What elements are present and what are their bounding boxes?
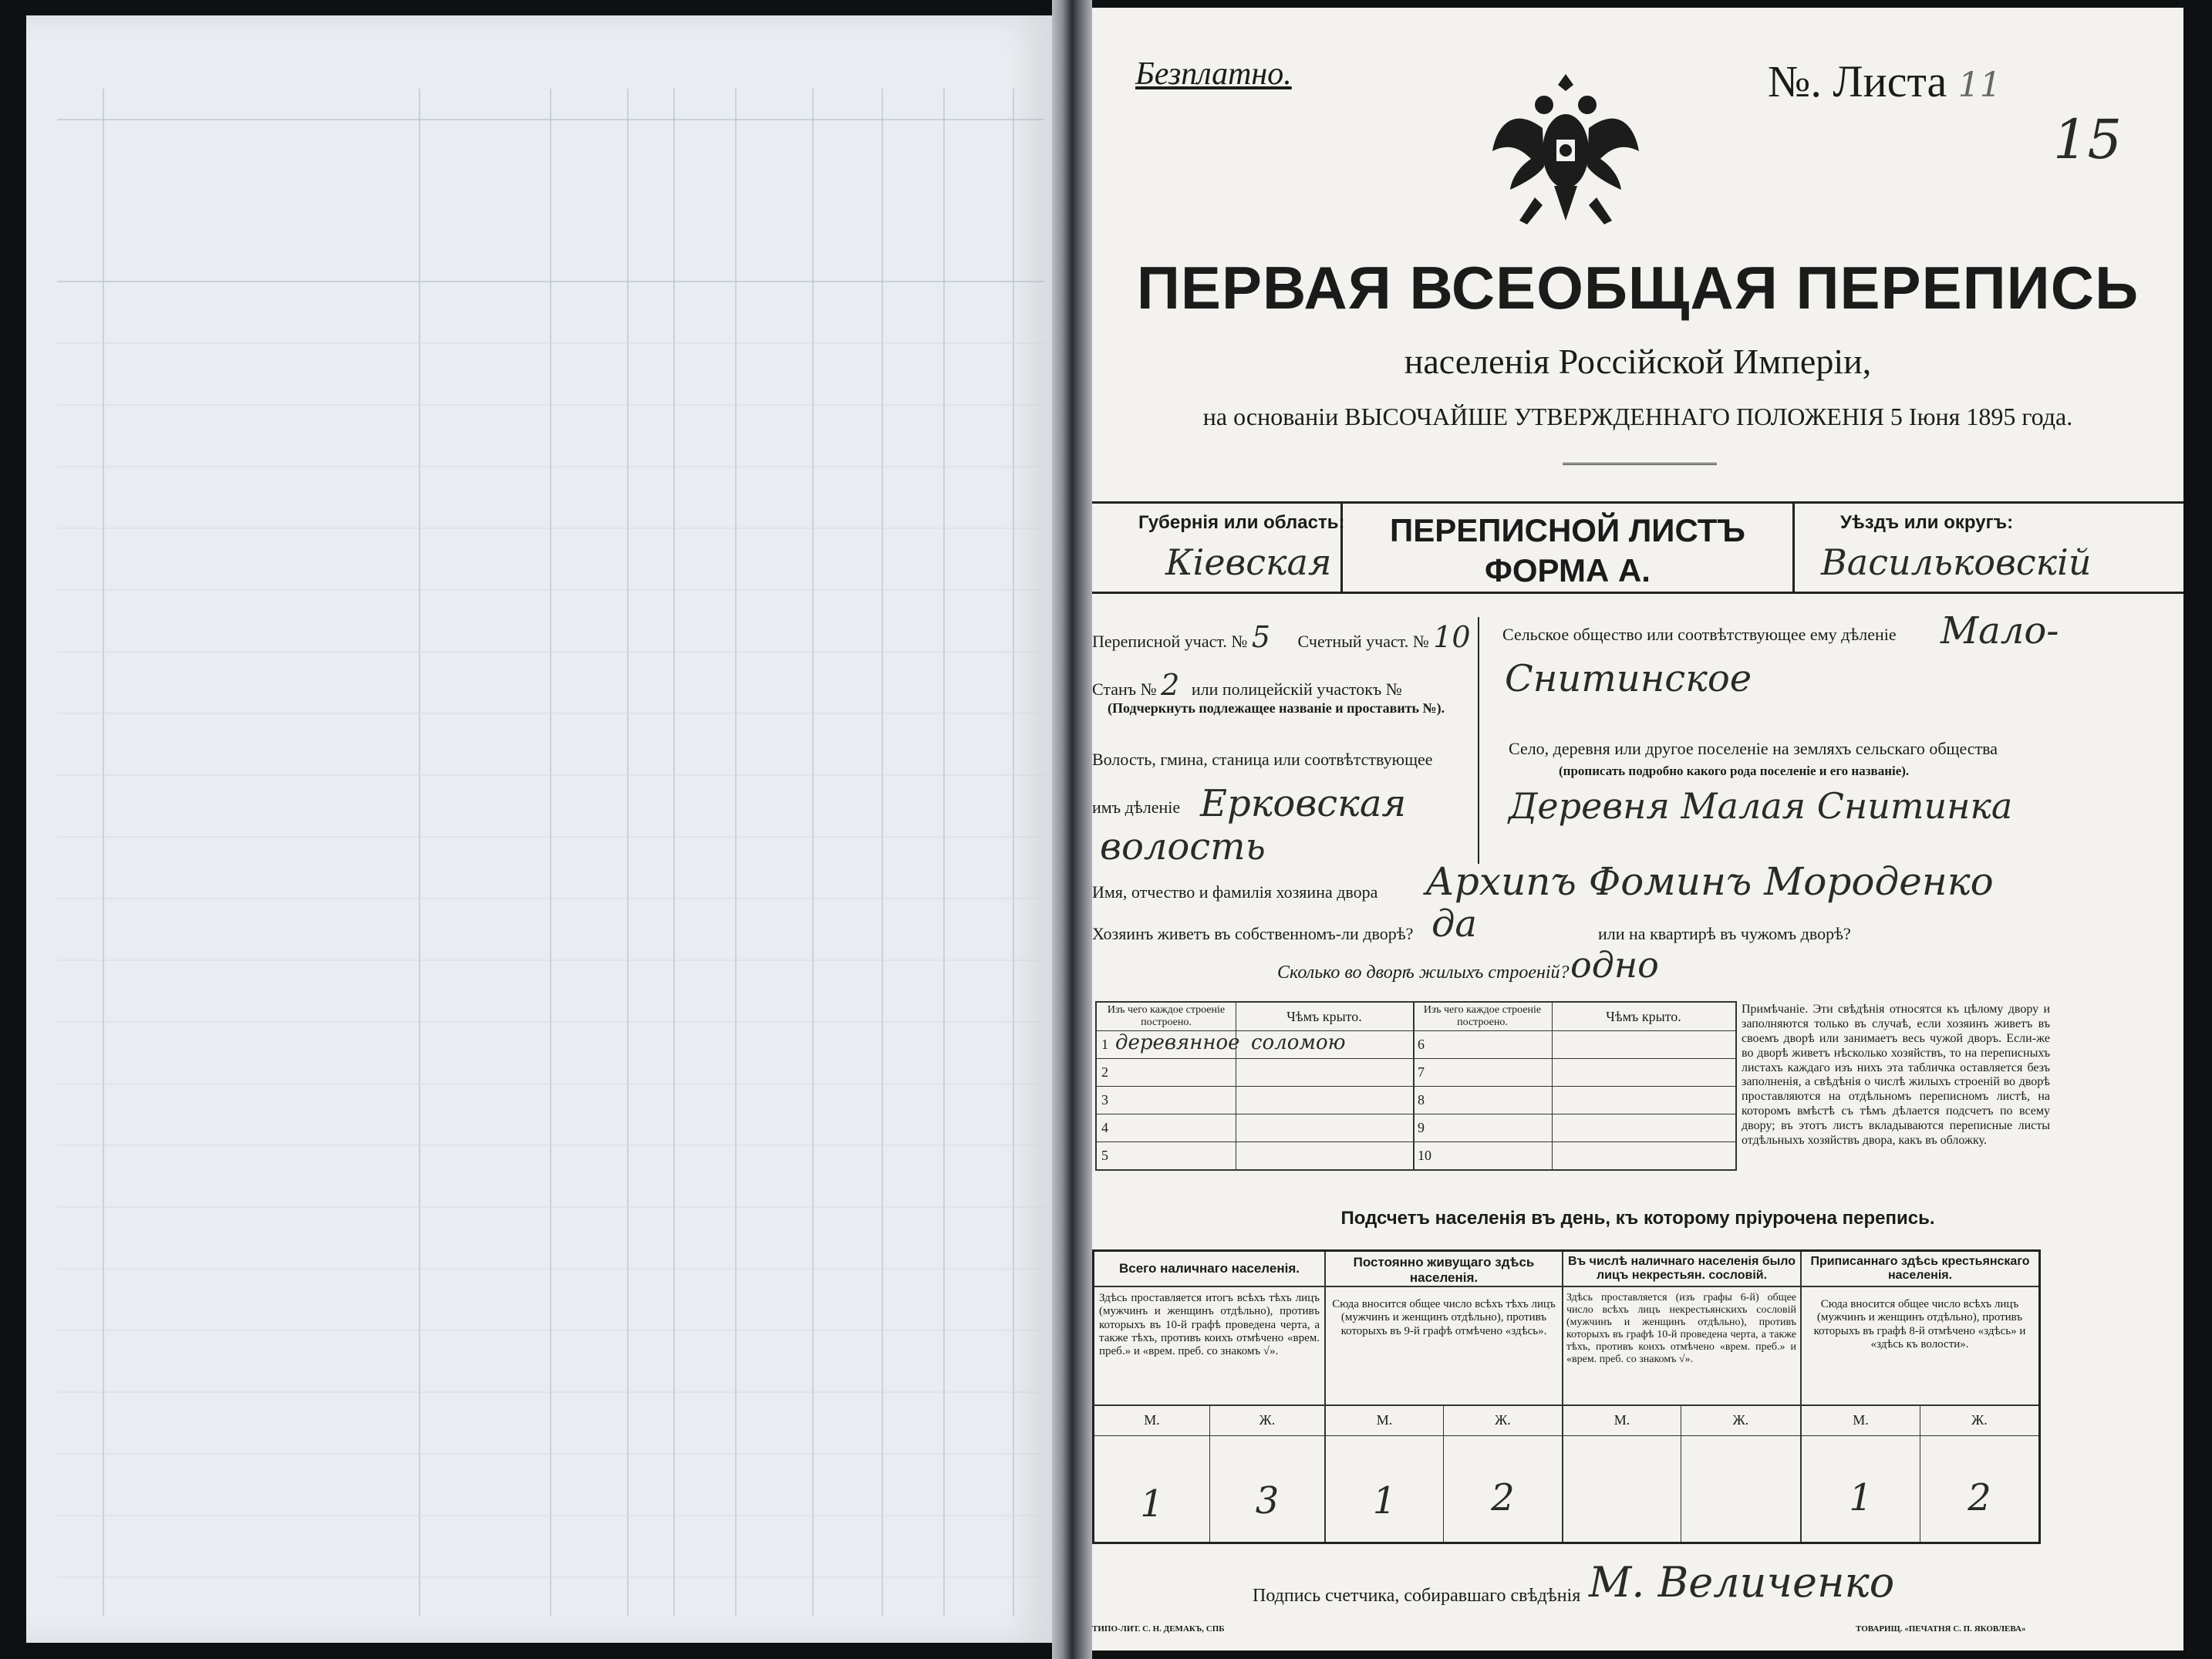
stan-value: 2 [1161, 668, 1180, 702]
lives-label-2: или на квартирѣ въ чужомъ дворѣ? [1598, 924, 1851, 943]
buildings-table [1095, 1001, 1737, 1171]
imperial-eagle-emblem-icon [1489, 59, 1643, 236]
population-title: Подсчетъ населенія въ день, къ которому пріурочена перепись. [1340, 1208, 1935, 1229]
count-area-label: Счетный участ. № [1297, 632, 1429, 651]
census-area-field [1092, 620, 1471, 654]
society-label: Сельское общество или соотвѣтствующее ему дѣленіе [1502, 625, 1897, 644]
row-number: 2 [1101, 1064, 1108, 1080]
row-number: 4 [1101, 1120, 1108, 1135]
pop-header-registered: Приписаннаго здѣсь крестьянскаго населенія. [1810, 1255, 2030, 1283]
pop-registered-male: 1 [1849, 1476, 1873, 1519]
volost-label-1: Волость, гмина, станица или соотвѣтствующее [1092, 750, 1433, 769]
male-header: М. [1853, 1412, 1869, 1428]
pop-permanent-female: 2 [1491, 1476, 1515, 1519]
owner-label: Имя, отчество и фамилія хозяина двора [1092, 882, 1378, 902]
sheet-number-label: №. Листа [1768, 56, 1947, 106]
society-value-1: Мало- [1941, 609, 2059, 652]
building-material: деревянное [1115, 1031, 1240, 1054]
field-divider [1478, 617, 1479, 864]
male-header: М. [1376, 1412, 1393, 1428]
population-table [1092, 1249, 2041, 1544]
volost-label-2: имъ дѣленіе [1092, 797, 1181, 817]
book-spine [1052, 0, 1092, 1659]
printer-right: ТОВАРИЩ. «ПЕЧАТНЯ С. П. ЯКОВЛЕВА» [1856, 1624, 2026, 1634]
district-label: Уѣздъ или округъ: [1840, 512, 2014, 533]
society-value-2: Снитинское [1505, 657, 1752, 700]
village-value: Деревня Малая Снитинка [1509, 785, 2013, 827]
pop-desc-permanent: Сюда вносится общее число всѣхъ тѣхъ лицъ (мужчинъ и женщинъ отдѣльно), противъ которыхъ въ 9-й графѣ отмѣчено «здѣсь». [1332, 1298, 1556, 1337]
row-number: 3 [1101, 1092, 1108, 1108]
pop-header-total: Всего наличнаго населенія. [1119, 1261, 1300, 1276]
row-number: 9 [1418, 1120, 1425, 1135]
village-note: (прописать подробно какого рода поселеніе и его названіе). [1559, 764, 1910, 778]
province-label: Губернія или область: [1138, 512, 1345, 533]
underline-note: (Подчеркнуть подлежащее названіе и проставить №). [1108, 700, 1445, 716]
volost-value-1: Ерковская [1200, 782, 1407, 825]
buildings-value: одно [1570, 944, 1659, 986]
signature-label: Подпись счетчика, собиравшаго свѣдѣнія [1253, 1586, 1581, 1606]
lives-value: да [1431, 902, 1478, 946]
pop-desc-registered: Сюда вносится общее число всѣхъ лицъ (мужчинъ и женщинъ отдѣльно), противъ которыхъ въ графѣ 8-й отмѣчено «здѣсь» и «здѣсь къ волости». [1813, 1298, 2026, 1350]
row-number: 6 [1418, 1037, 1425, 1052]
pop-total-female: 3 [1255, 1479, 1280, 1522]
census-area-value: 5 [1251, 620, 1271, 654]
pop-desc-non-peasant: Здѣсь проставляется (изъ графы 6-й) общее число всѣхъ лицъ некрестьянскихъ сословій (мужчинъ и женщинъ отдѣльно), противъ которыхъ въ графѣ 10-й проведена черта, а также тѣхъ, противъ коихъ отмѣчено «врем. преб.» и «врем. преб. со знакомъ √». [1566, 1292, 1796, 1366]
form-title: ПЕРЕПИСНОЙ ЛИСТЪ [1390, 512, 1745, 548]
row-number: 7 [1418, 1064, 1425, 1080]
owner-value: Архипъ Фоминъ Мороденко [1425, 859, 1994, 904]
left-page-grid [57, 89, 1044, 1616]
count-area-value: 10 [1433, 620, 1471, 654]
row-number: 8 [1418, 1092, 1425, 1108]
female-header: Ж. [1259, 1412, 1276, 1428]
ornament-divider [1563, 463, 1717, 465]
material-header: Изъ чего каждое строеніе построено. [1107, 1004, 1226, 1029]
note-text: Примѣчаніе. Эти свѣдѣнія относятся къ цѣлому двору и заполняются только въ случаѣ, если хозяинъ живетъ въ своемъ дворѣ или занимаетъ весь чужой дворъ. Если-же во дворѣ живетъ нѣсколько хозяйствъ, то на переписныхъ листахъ каждаго изъ нихъ эта табличка оставляется безъ заполненія, а свѣдѣнія о числѣ жилыхъ строеній во дворѣ проставляются на отдѣльномъ переписномъ листѣ, на которомъ вмѣстѣ съ тѣмъ дѣлается подсчетъ по всему двору; въ этотъ листъ вкладываются переписные листы отдѣльныхъ хозяйствъ двора, какъ въ обложку. [1742, 1003, 2050, 1147]
signature-value: М. Величенко [1589, 1558, 1895, 1607]
page-number: 15 [2053, 108, 2123, 171]
pop-permanent-male: 1 [1372, 1479, 1397, 1522]
female-header: Ж. [1732, 1412, 1749, 1428]
roof-header-2: Чѣмъ крыто. [1606, 1009, 1681, 1024]
stan-label: Станъ № [1092, 679, 1157, 699]
form-subtitle: ФОРМА А. [1485, 552, 1651, 588]
female-header: Ж. [1495, 1412, 1511, 1428]
census-form-page [1092, 8, 2183, 1651]
pop-desc-total: Здѣсь проставляется итогъ всѣхъ тѣхъ лицъ (мужчинъ и женщинъ отдѣльно), противъ которыхъ въ 10-й графѣ проведена черта, а также тѣхъ, противъ коихъ отмѣчено «врем. преб.» и «врем. преб. со знакомъ √». [1099, 1292, 1320, 1357]
village-label: Село, деревня или другое поселеніе на земляхъ сельскаго общества [1509, 739, 1998, 758]
free-label: Безплатно. [1135, 56, 1292, 92]
row-number: 5 [1101, 1148, 1108, 1163]
pop-registered-female: 2 [1968, 1476, 1991, 1519]
printer-left: ТИПО-ЛИТ. С. Н. ДЕМАКЪ, СПБ [1092, 1624, 1225, 1634]
pop-header-non-peasant: Въ числѣ наличнаго населенія было лицъ некрестьян. сословій. [1568, 1255, 1796, 1283]
volost-value-2: волость [1100, 825, 1266, 868]
material-header-2: Изъ чего каждое строеніе построено. [1423, 1004, 1542, 1029]
sheet-number-block [1768, 56, 2001, 107]
police-label: или полицейскій участокъ № [1191, 679, 1402, 699]
row-number: 1 [1101, 1037, 1108, 1052]
lives-label: Хозяинъ живетъ въ собственномъ-ли дворѣ? [1092, 924, 1414, 943]
census-area-label: Переписной участ. № [1092, 632, 1248, 651]
stan-field [1092, 668, 1402, 702]
buildings-label: Сколько во дворѣ жилыхъ строеній? [1277, 963, 1570, 983]
form-header-box [1092, 501, 2183, 594]
district-value: Васильковскій [1821, 541, 2092, 583]
building-roof: соломою [1251, 1031, 1346, 1054]
main-title: ПЕРВАЯ ВСЕОБЩАЯ ПЕРЕПИСЬ [1136, 254, 2140, 322]
pop-total-male: 1 [1140, 1482, 1164, 1526]
female-header: Ж. [1971, 1412, 1988, 1428]
province-value: Кіевская [1165, 541, 1332, 583]
pop-header-permanent: Постоянно живущаго здѣсь населенія. [1353, 1255, 1535, 1285]
male-header: М. [1144, 1412, 1160, 1428]
male-header: М. [1613, 1412, 1630, 1428]
basis-line: на основаніи ВЫСОЧАЙШЕ УТВЕРЖДЕННАГО ПОЛОЖЕНІЯ 5 Іюня 1895 года. [1202, 403, 2073, 430]
left-page-back [26, 15, 1052, 1643]
roof-header: Чѣмъ крыто. [1286, 1009, 1362, 1024]
row-number: 10 [1418, 1148, 1431, 1163]
sheet-number-value: 11 [1957, 66, 2001, 105]
subtitle: населенія Россійской Имперіи, [1404, 342, 1872, 381]
